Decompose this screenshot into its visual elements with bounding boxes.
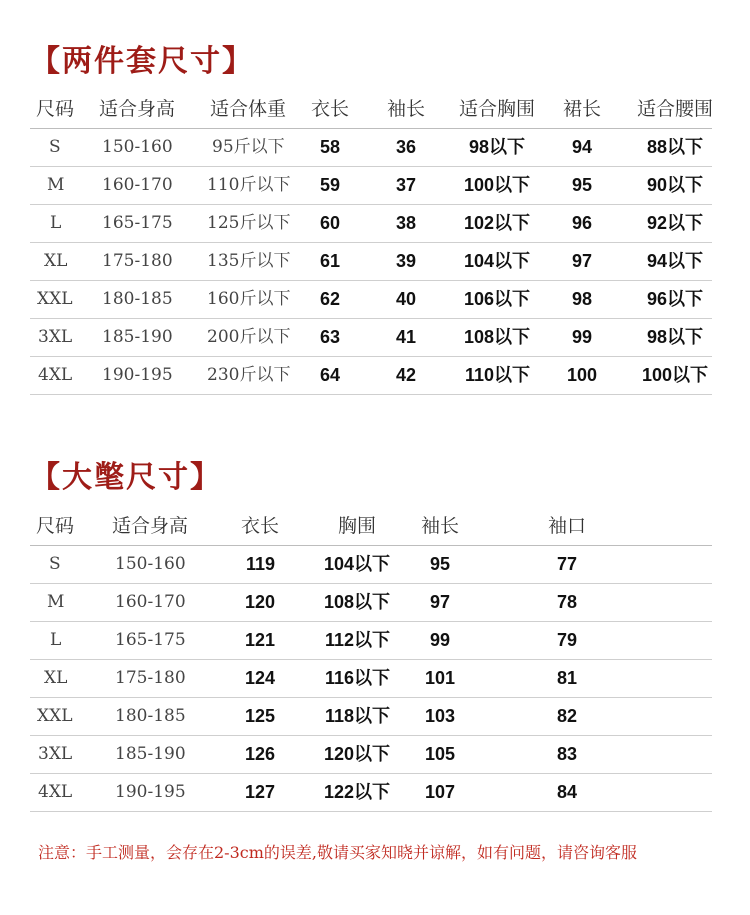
column-header: 衣长 [311, 98, 350, 120]
table-cell: 79 [557, 630, 578, 650]
column-header: 适合体重 [210, 98, 287, 120]
table-cell: 62 [320, 289, 341, 309]
table-cell: 126 [245, 744, 276, 764]
table-cell: 61 [320, 251, 341, 271]
table-cell: 107 [425, 782, 456, 802]
column-header: 尺码 [36, 515, 75, 537]
suit-size-table [30, 90, 712, 395]
table-cell: 3XL [38, 327, 73, 347]
table-cell: 36 [396, 137, 417, 157]
bracket-open: 【 [30, 44, 62, 79]
bracket-open: 【 [30, 460, 62, 495]
table-cell: 95 [430, 554, 451, 574]
table-cell: XL [44, 251, 68, 271]
table-header [30, 90, 712, 129]
table-cell: S [49, 137, 61, 157]
table-cell: 200斤以下 [207, 327, 291, 347]
table-row [30, 205, 712, 243]
table-cell: 83 [557, 744, 578, 764]
table-cell: 116以下 [325, 668, 391, 688]
table-cell: 175-180 [102, 251, 173, 271]
table-cell: 190-195 [102, 365, 173, 385]
column-header: 尺码 [36, 98, 75, 120]
table-cell: 60 [320, 213, 341, 233]
table-cell: 82 [557, 706, 578, 726]
table-cell: 165-175 [102, 213, 173, 233]
suit-size-title [30, 36, 254, 80]
table-cell: 97 [430, 592, 451, 612]
table-cell: 100以下 [642, 365, 709, 385]
table-row [30, 698, 712, 736]
table-cell: 122以下 [324, 782, 391, 802]
table-cell: 90以下 [647, 175, 704, 195]
column-header: 袖口 [548, 515, 587, 537]
table-cell: 3XL [38, 744, 73, 764]
table-cell: M [47, 175, 65, 195]
table-cell: 96以下 [647, 289, 704, 309]
table-cell: 106以下 [464, 289, 531, 309]
table-cell: 81 [557, 668, 578, 688]
suit-size-title-text: 两件套尺寸 [62, 44, 222, 79]
column-header: 衣长 [241, 515, 280, 537]
table-cell: 100以下 [464, 175, 531, 195]
table-cell: 185-190 [115, 744, 186, 764]
table-header [30, 507, 712, 546]
table-cell: 78 [557, 592, 578, 612]
table-cell: 102以下 [464, 213, 531, 233]
table-cell: 110斤以下 [207, 175, 291, 195]
column-header: 袖长 [421, 515, 460, 537]
table-cell: 39 [396, 251, 417, 271]
table-row [30, 281, 712, 319]
table-cell: 190-195 [115, 782, 186, 802]
table-row [30, 774, 712, 812]
table-cell: 119 [246, 554, 276, 574]
table-cell: 59 [320, 175, 341, 195]
table-cell: 150-160 [102, 137, 173, 157]
table-cell: M [47, 592, 65, 612]
table-cell: 118以下 [325, 706, 391, 726]
table-cell: 135斤以下 [207, 251, 291, 271]
table-cell: 84 [557, 782, 578, 802]
table-cell: 41 [396, 327, 417, 347]
table-cell: L [50, 213, 62, 233]
table-row [30, 736, 712, 774]
column-header: 胸围 [338, 515, 377, 537]
table-cell: 104以下 [324, 554, 391, 574]
table-cell: 108以下 [324, 592, 391, 612]
measurement-note: 注意：手工测量，会存在2-3cm的误差,敬请买家知晓并谅解，如有问题，请咨询客服 [38, 843, 637, 862]
table-cell: 4XL [38, 782, 73, 802]
table-cell: 101 [425, 668, 456, 688]
table-cell: 160斤以下 [207, 289, 291, 309]
bracket-close: 】 [222, 44, 254, 79]
table-cell: 124 [245, 668, 276, 688]
table-cell: 94以下 [647, 251, 704, 271]
column-header: 适合胸围 [459, 98, 536, 120]
cloak-size-title [30, 452, 222, 496]
table-cell: 38 [396, 213, 417, 233]
table-cell: 125 [245, 706, 276, 726]
table-row [30, 622, 712, 660]
table-cell: 100 [567, 365, 598, 385]
table-cell: 63 [320, 327, 341, 347]
table-cell: 94 [572, 137, 593, 157]
table-cell: 77 [557, 554, 578, 574]
table-row [30, 319, 712, 357]
table-cell: 112以下 [325, 630, 391, 650]
table-cell: 88以下 [647, 137, 704, 157]
bracket-close: 】 [190, 460, 222, 495]
table-cell: 108以下 [464, 327, 531, 347]
table-cell: S [49, 554, 61, 574]
table-cell: 4XL [38, 365, 73, 385]
table-row [30, 546, 712, 584]
table-cell: 98 [572, 289, 593, 309]
table-cell: XL [44, 668, 68, 688]
table-cell: 165-175 [115, 630, 186, 650]
column-header: 适合身高 [99, 98, 176, 120]
column-header: 适合腰围 [637, 98, 714, 120]
table-cell: 180-185 [115, 706, 186, 726]
table-cell: 120 [245, 592, 276, 612]
cloak-size-title-text: 大氅尺寸 [62, 460, 190, 495]
table-cell: 230斤以下 [207, 365, 291, 385]
table-cell: 160-170 [115, 592, 186, 612]
table-row [30, 243, 712, 281]
table-row [30, 167, 712, 205]
table-row [30, 129, 712, 167]
table-row [30, 584, 712, 622]
table-cell: 104以下 [464, 251, 531, 271]
table-cell: 160-170 [102, 175, 173, 195]
table-cell: 105 [425, 744, 456, 764]
table-cell: 110以下 [465, 365, 531, 385]
table-cell: 96 [572, 213, 593, 233]
table-cell: 175-180 [115, 668, 186, 688]
table-cell: L [50, 630, 62, 650]
table-cell: 125斤以下 [207, 213, 291, 233]
table-cell: XXL [37, 706, 73, 726]
table-cell: 58 [320, 137, 341, 157]
table-cell: 99 [572, 327, 593, 347]
table-cell: 120以下 [324, 744, 391, 764]
table-cell: 40 [396, 289, 417, 309]
column-header: 适合身高 [112, 515, 189, 537]
table-cell: 103 [425, 706, 456, 726]
table-cell: 98以下 [647, 327, 704, 347]
table-row [30, 357, 712, 395]
table-cell: 185-190 [102, 327, 173, 347]
table-cell: 98以下 [469, 137, 526, 157]
table-cell: 37 [396, 175, 417, 195]
table-cell: 180-185 [102, 289, 173, 309]
table-cell: 42 [396, 365, 417, 385]
table-cell: 99 [430, 630, 451, 650]
table-cell: 95 [572, 175, 593, 195]
table-cell: 95斤以下 [212, 137, 285, 157]
table-cell: 92以下 [647, 213, 704, 233]
table-row [30, 660, 712, 698]
table-cell: 127 [245, 782, 276, 802]
table-cell: 150-160 [115, 554, 186, 574]
table-cell: XXL [37, 289, 73, 309]
table-cell: 64 [320, 365, 341, 385]
table-cell: 97 [572, 251, 593, 271]
table-cell: 121 [245, 630, 276, 650]
column-header: 袖长 [387, 98, 426, 120]
column-header: 裙长 [563, 98, 602, 120]
cloak-size-table [30, 507, 712, 812]
